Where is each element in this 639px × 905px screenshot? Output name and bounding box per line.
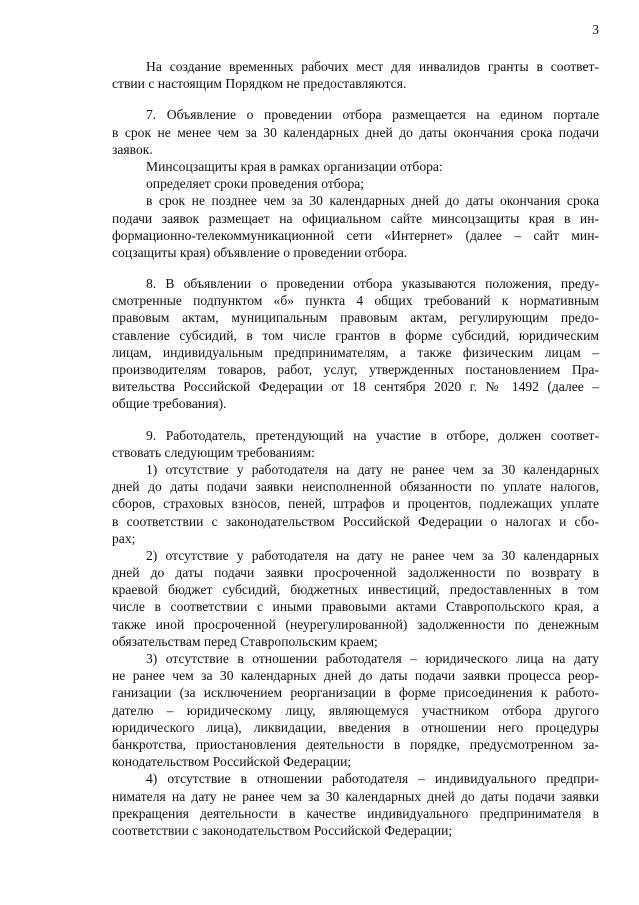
text-line: 8. В объявлении о проведении отбора указываются положения, преду- [146, 276, 599, 292]
paragraph-8 [112, 275, 599, 413]
paragraph-7-organization [112, 158, 599, 175]
text-line: 2) отсутствие у работодателя на дату не ранее чем за 30 календарных [146, 547, 599, 563]
text-line: дней до даты подачи заявки просроченной задолженности по возврату в [112, 565, 599, 581]
paragraph-grants-note [112, 58, 599, 92]
text-line: нимателя на дату не ранее чем за 30 календарных дней до даты подачи заявки [112, 788, 599, 804]
text-line: соответствии с законодательством Российской Федерации; [112, 822, 453, 838]
text-line: 4) отсутствие в отношении работодателя – индивидуального предпри- [146, 771, 599, 787]
document-body [112, 58, 599, 839]
text-line: ствии с настоящим Порядком не предоставляются. [112, 76, 407, 92]
paragraph-9 [112, 427, 599, 461]
text-line: не ранее чем за 30 календарных дней до даты подачи заявки процесса реор- [112, 668, 599, 684]
text-line: ствовать следующим требованиям: [112, 444, 315, 460]
text-line: лицам, индивидуальным предпринимателям, а также физическим лицам – [112, 344, 599, 360]
text-line: определяет сроки проведения отбора; [146, 176, 365, 192]
text-line: формационно-телекоммуникационной сети «Интернет» (далее – сайт мин- [112, 227, 599, 243]
paragraph-7-deadlines [112, 175, 599, 192]
text-line: 7. Объявление о проведении отбора размещается на едином портале [146, 107, 599, 123]
text-line: дней до даты подачи заявки неисполненной обязанности по уплате налогов, [112, 479, 599, 495]
text-line: заявок. [112, 141, 153, 157]
text-line: краевой бюджет субсидий, бюджетных инвестиций, предоставленных в том [112, 582, 599, 598]
text-line: конодательством Российской Федерации; [112, 754, 352, 770]
text-line: сборов, страховых взносов, пеней, штрафов и процентов, подлежащих уплате [112, 496, 599, 512]
text-line: обязательствам перед Ставропольским краем; [112, 633, 378, 649]
text-line: На создание временных рабочих мест для инвалидов гранты в соответ- [146, 59, 599, 74]
text-line: 9. Работодатель, претендующий на участие в отборе, должен соответ- [146, 427, 599, 443]
text-line: общие требования). [112, 396, 227, 412]
text-line: в соответствии с законодательством Российской Федерации о налогах и сбо- [112, 513, 599, 529]
text-line: в срок не менее чем за 30 календарных дней до даты окончания срока подачи [112, 124, 599, 140]
text-line: вительства Российской Федерации от 18 сентября 2020 г. № 1492 (далее – [112, 379, 599, 395]
paragraph-7 [112, 106, 599, 158]
text-line: дателю – юридическому лицу, являющемуся участником отбора другого [112, 702, 599, 718]
text-line: числе в соответствии с иными правовыми актами Ставропольского края, а [112, 599, 599, 615]
text-line: 3) отсутствие в отношении работодателя – юридического лица на дату [146, 651, 599, 666]
text-line: юридического лица), ликвидации, введения в отношении него процедуры [112, 719, 599, 735]
text-line: банкротства, приостановления деятельности в порядке, предусмотренном за- [112, 736, 599, 752]
text-line: также иной просроченной (неурегулированной) задолженности по денежным [112, 616, 599, 632]
paragraph-9-item-3 [112, 650, 599, 770]
text-line: прекращения деятельности в качестве индивидуального предпринимателя в [112, 805, 599, 821]
text-line: рах; [112, 530, 136, 546]
text-line: производителям товаров, работ, услуг, утвержденных постановлением Пра- [112, 362, 599, 377]
text-line: ганизации (за исключением реорганизации в форме присоединения к работо- [112, 685, 599, 701]
text-line: соцзащиты края) объявление о проведении отбора. [112, 244, 408, 260]
paragraph-9-item-4 [112, 770, 599, 839]
text-line: 1) отсутствие у работодателя на дату не ранее чем за 30 календарных [146, 461, 599, 477]
page-number: 3 [592, 22, 599, 37]
text-line: смотренные подпунктом «б» пункта 4 общих требований к нормативным [112, 293, 599, 309]
paragraph-9-item-2 [112, 547, 599, 650]
text-line: правовым актам, муниципальным правовым актам, регулирующим предо- [112, 310, 599, 326]
text-line: ставление субсидий, в том числе грантов в форме субсидий, юридическим [112, 327, 599, 343]
text-line: в срок не позднее чем за 30 календарных дней до даты окончания срока [146, 193, 599, 209]
text-line: Минсоцзащиты края в рамках организации отбора: [146, 158, 443, 174]
paragraph-9-item-1 [112, 461, 599, 547]
text-line: подачи заявок размещает на официальном сайте минсоцзащиты края в ин- [112, 210, 599, 226]
paragraph-7-publication [112, 192, 599, 261]
